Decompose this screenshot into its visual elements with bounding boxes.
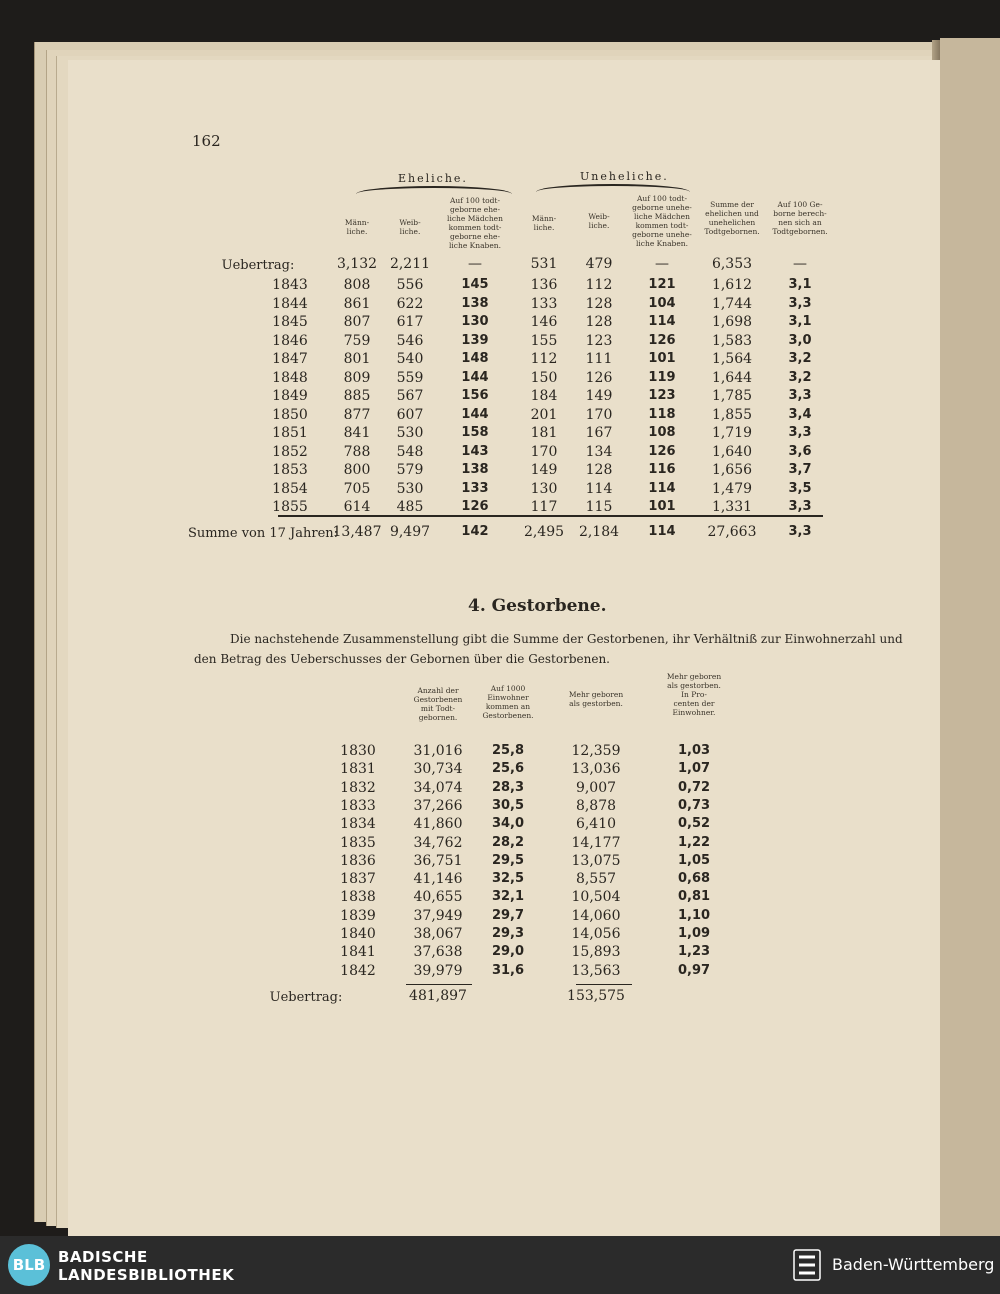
table1-cell: 111 — [585, 351, 613, 367]
table2-cell: 25,8 — [491, 743, 525, 758]
table2-cell: 14,060 — [571, 907, 621, 924]
table1-cell: 143 — [461, 443, 489, 459]
table2-cell: 0,97 — [677, 962, 711, 978]
table1-cell: 885 — [343, 388, 371, 404]
table1-cell: 1,583 — [711, 332, 753, 349]
table1-cell: 861 — [343, 295, 371, 312]
table1-cell: 808 — [343, 277, 371, 293]
table1-cell: 128 — [585, 295, 613, 312]
table1-cell: 809 — [343, 369, 371, 386]
table2-carry-label: Uebertrag: — [269, 990, 343, 1005]
table1-cell: 622 — [396, 295, 424, 312]
table2-carry-cell: 481,897 — [409, 988, 467, 1004]
table1-header-5: Auf 100 todt- geborne unehe- liche Mädchen kommen todt- geborne unehe- liche Knaben. — [632, 194, 692, 248]
table2-cell: 1,23 — [677, 944, 711, 960]
section-paragraph-line2: den Betrag des Ueberschusses der Gebornen über die Gestorbenen. — [194, 652, 610, 666]
table1-cell: 3,1 — [788, 314, 812, 329]
table2-cell: 31,016 — [413, 743, 463, 759]
table1-cell: 1847 — [272, 351, 308, 367]
group-brace-unehelich — [536, 184, 690, 192]
group-brace-ehelich — [356, 186, 512, 194]
table2-cell: 0,68 — [677, 871, 711, 887]
table2-cell: 13,563 — [571, 962, 621, 979]
carry-cell: 3,132 — [336, 256, 378, 272]
table2-header-1: Auf 1000 Einwohner kommen an Gestorbenen. — [482, 684, 534, 720]
sum-cell: 2,495 — [523, 524, 565, 540]
table1-cell: 118 — [648, 406, 676, 422]
table1-cell: 607 — [396, 406, 424, 423]
carry-cell: 6,353 — [711, 256, 753, 272]
table1-cell: 1845 — [272, 314, 308, 330]
table2-cell: 1,05 — [677, 852, 711, 868]
table1-cell: 108 — [648, 425, 676, 440]
carry-cell: — — [793, 256, 807, 272]
table2-cell: 34,074 — [413, 779, 463, 796]
table1-cell: 3,3 — [788, 388, 812, 403]
table1-cell: 1,855 — [711, 406, 753, 423]
sum-cell: 142 — [461, 524, 489, 539]
table1-cell: 158 — [461, 425, 489, 440]
table2-cell: 36,751 — [413, 852, 463, 869]
table2-cell: 37,638 — [413, 944, 463, 961]
table1-cell: 114 — [648, 314, 676, 329]
table2-cell: 14,056 — [571, 926, 621, 942]
table1-cell: 184 — [530, 388, 558, 404]
sum-cell: 114 — [648, 524, 676, 539]
table2-total-rule-2 — [576, 984, 632, 985]
table1-cell: 133 — [461, 480, 489, 496]
table2-header-2: Mehr geboren als gestorben. — [568, 690, 624, 708]
table1-cell: 1,564 — [711, 351, 753, 367]
table2-cell: 0,72 — [677, 779, 711, 795]
table1-cell: 1850 — [272, 406, 308, 423]
table2-cell: 13,036 — [571, 761, 621, 778]
table1-cell: 530 — [396, 480, 424, 497]
table1-cell: 126 — [648, 332, 676, 348]
table1-cell: 114 — [585, 480, 613, 497]
table1-cell: 3,4 — [788, 406, 812, 422]
table1-cell: 126 — [585, 369, 613, 386]
table1-header-3: Männ- liche. — [531, 214, 557, 232]
table1-cell: 115 — [585, 499, 613, 515]
sum-cell: 3,3 — [788, 524, 812, 539]
carry-cell: — — [468, 256, 482, 272]
blb-logo-icon[interactable]: BLB — [8, 1244, 50, 1286]
table2-cell: 0,52 — [677, 816, 711, 832]
table1-cell: 546 — [396, 332, 424, 349]
table1-cell: 1,479 — [711, 480, 753, 497]
table2-cell: 1,10 — [677, 907, 711, 923]
table1-cell: 112 — [530, 351, 558, 367]
table1-cell: 119 — [648, 369, 676, 385]
sum-cell: 13,487 — [332, 524, 382, 540]
table2-cell: 37,266 — [413, 797, 463, 814]
table2-cell: 1,03 — [677, 743, 711, 758]
table2-cell: 34,762 — [413, 834, 463, 851]
table1-cell: 145 — [461, 277, 489, 292]
table1-cell: 1851 — [272, 425, 308, 441]
table2-carry-cell: 153,575 — [567, 988, 625, 1004]
table1-header-0: Männ- liche. — [344, 218, 370, 236]
table1-cell: 485 — [396, 499, 424, 515]
sum-cell: 27,663 — [707, 524, 757, 540]
sum-cell: 9,497 — [389, 524, 431, 540]
table2-cell: 1841 — [340, 944, 376, 961]
table1-cell: 3,0 — [788, 332, 812, 348]
table1-cell: 149 — [530, 462, 558, 478]
table1-cell: 133 — [530, 295, 558, 312]
table2-cell: 1840 — [340, 926, 376, 942]
table1-cell: 1,644 — [711, 369, 753, 386]
book-page — [68, 60, 940, 1236]
footer-bar — [0, 1236, 1000, 1294]
table1-cell: 807 — [343, 314, 371, 330]
table1-cell: 705 — [343, 480, 371, 497]
table1-cell: 181 — [530, 425, 558, 441]
table2-cell: 1,09 — [677, 926, 711, 941]
table1-cell: 530 — [396, 425, 424, 441]
table1-cell: 128 — [585, 462, 613, 478]
sum-cell: 2,184 — [578, 524, 620, 540]
section-title: 4. Gestorbene. — [468, 596, 607, 616]
table1-cell: 1,331 — [711, 499, 753, 515]
table1-cell: 788 — [343, 443, 371, 460]
table1-cell: 1,719 — [711, 425, 753, 441]
table2-cell: 37,949 — [413, 907, 463, 924]
table2-header-0: Anzahl der Gestorbenen mit Todt- gebornen. — [413, 686, 463, 722]
table1-cell: 134 — [585, 443, 613, 460]
table1-cell: 144 — [461, 406, 489, 422]
table1-cell: 567 — [396, 388, 424, 404]
table2-cell: 6,410 — [575, 816, 617, 833]
table1-cell: 150 — [530, 369, 558, 386]
group-header-ehelich: Eheliche. — [398, 172, 468, 185]
table2-cell: 14,177 — [571, 834, 621, 851]
table2-cell: 34,0 — [491, 816, 525, 832]
table1-header-4: Weib- liche. — [588, 212, 610, 230]
table1-cell: 1844 — [272, 295, 308, 312]
table2-cell: 1838 — [340, 889, 376, 906]
carry-label: Uebertrag: — [221, 258, 295, 273]
table2-cell: 1832 — [340, 779, 376, 796]
table1-cell: 1853 — [272, 462, 308, 478]
table1-cell: 144 — [461, 369, 489, 385]
table1-cell: 116 — [648, 462, 676, 477]
table2-total-rule-1 — [406, 984, 472, 985]
table1-cell: 759 — [343, 332, 371, 349]
blb-wordmark[interactable] — [58, 1248, 234, 1284]
table1-header-6: Summe der ehelichen und unehelichen Todtgebornen. — [704, 200, 760, 236]
table1-cell: 126 — [648, 443, 676, 459]
table1-cell: 139 — [461, 332, 489, 348]
carry-cell: 479 — [585, 256, 613, 272]
table1-cell: 1843 — [272, 277, 308, 293]
table1-cell: 841 — [343, 425, 371, 441]
table1-cell: 877 — [343, 406, 371, 423]
carry-cell: 2,211 — [389, 256, 431, 272]
table1-cell: 3,1 — [788, 277, 812, 292]
table1-cell: 112 — [585, 277, 613, 293]
table1-cell: 170 — [530, 443, 558, 460]
table2-cell: 1839 — [340, 907, 376, 924]
table1-cell: 167 — [585, 425, 613, 441]
table2-cell: 12,359 — [571, 743, 621, 759]
table1-cell: 3,5 — [788, 480, 812, 496]
table2-cell: 9,007 — [575, 779, 617, 796]
table1-cell: 801 — [343, 351, 371, 367]
table1-cell: 148 — [461, 351, 489, 366]
table1-cell: 128 — [585, 314, 613, 330]
coat-of-arms-icon[interactable] — [792, 1248, 822, 1282]
table1-cell: 556 — [396, 277, 424, 293]
table2-cell: 32,5 — [491, 871, 525, 887]
table1-cell: 617 — [396, 314, 424, 330]
table1-cell: 3,7 — [788, 462, 812, 477]
section-paragraph-line1: Die nachstehende Zusammenstellung gibt die Summe der Gestorbenen, ihr Verhältniß zur Einwohnerzahl und — [230, 632, 903, 646]
table1-cell: 130 — [461, 314, 489, 329]
table2-cell: 39,979 — [413, 962, 463, 979]
table2-cell: 13,075 — [571, 852, 621, 869]
table2-cell: 1831 — [340, 761, 376, 778]
table1-cell: 3,6 — [788, 443, 812, 459]
table1-cell: 3,3 — [788, 295, 812, 311]
table1-cell: 121 — [648, 277, 676, 292]
table1-cell: 138 — [461, 295, 489, 311]
table2-cell: 29,7 — [491, 907, 525, 923]
table2-cell: 29,5 — [491, 852, 525, 868]
table1-cell: 3,2 — [788, 369, 812, 385]
sum-label: Summe von 17 Jahren: — [187, 526, 339, 541]
table1-cell: 123 — [648, 388, 676, 403]
table2-cell: 28,2 — [491, 834, 525, 850]
table1-cell: 540 — [396, 351, 424, 367]
table2-header-3: Mehr geboren als gestorben. In Pro- centen der Einwohner. — [666, 672, 722, 717]
table2-cell: 1835 — [340, 834, 376, 851]
table1-cell: 1,698 — [711, 314, 753, 330]
table2-cell: 1834 — [340, 816, 376, 833]
table1-cell: 614 — [343, 499, 371, 515]
table2-cell: 0,81 — [677, 889, 711, 905]
table2-cell: 25,6 — [491, 761, 525, 777]
table2-cell: 10,504 — [571, 889, 621, 906]
table2-cell: 32,1 — [491, 889, 525, 905]
table2-cell: 41,860 — [413, 816, 463, 833]
table2-cell: 38,067 — [413, 926, 463, 942]
table2-cell: 1837 — [340, 871, 376, 888]
table1-cell: 130 — [530, 480, 558, 497]
table1-cell: 1,785 — [711, 388, 753, 404]
table2-cell: 8,557 — [575, 871, 617, 888]
table1-cell: 1,744 — [711, 295, 753, 312]
table1-cell: 1849 — [272, 388, 308, 404]
table1-cell: 559 — [396, 369, 424, 386]
table1-cell: 1855 — [272, 499, 308, 515]
table2-cell: 1,07 — [677, 761, 711, 777]
table1-header-2: Auf 100 todt- geborne ehe- liche Mädchen kommen todt- geborne ehe- liche Knaben. — [447, 196, 503, 250]
table1-cell: 156 — [461, 388, 489, 403]
table1-cell: 104 — [648, 295, 676, 311]
table1-cell: 117 — [530, 499, 558, 515]
carry-cell: 531 — [530, 256, 558, 272]
table2-cell: 1842 — [340, 962, 376, 979]
table1-cell: 123 — [585, 332, 613, 349]
table1-cell: 146 — [530, 314, 558, 330]
table1-cell: 1848 — [272, 369, 308, 386]
table1-cell: 170 — [585, 406, 613, 423]
table1-cell: 201 — [530, 406, 558, 423]
table2-cell: 41,146 — [413, 871, 463, 888]
carry-cell: — — [655, 256, 669, 272]
table1-cell: 114 — [648, 480, 676, 496]
facing-page-edge — [940, 38, 1000, 1238]
table1-header-1: Weib- liche. — [399, 218, 421, 236]
group-header-unehelich: Uneheliche. — [580, 170, 669, 183]
blb-wordmark-line2: LANDESBIBLIOTHEK — [58, 1266, 235, 1284]
table2-cell: 15,893 — [571, 944, 621, 961]
table1-cell: 1846 — [272, 332, 308, 349]
table2-cell: 1830 — [340, 743, 376, 759]
table1-cell: 155 — [530, 332, 558, 349]
bw-wordmark[interactable]: Baden-Württemberg — [832, 1255, 995, 1274]
table2-cell: 29,0 — [491, 944, 525, 960]
table2-cell: 31,6 — [491, 962, 525, 978]
table1-cell: 101 — [648, 351, 676, 366]
table1-cell: 1,640 — [711, 443, 753, 460]
blb-wordmark-line1: BADISCHE — [58, 1248, 148, 1266]
table2-cell: 28,3 — [491, 779, 525, 795]
table1-cell: 136 — [530, 277, 558, 293]
table1-cell: 126 — [461, 499, 489, 514]
table2-cell: 0,73 — [677, 797, 711, 813]
table1-cell: 548 — [396, 443, 424, 460]
table1-header-7: Auf 100 Ge- borne berech- nen sich an Todtgebornen. — [772, 200, 828, 236]
table1-cell: 138 — [461, 462, 489, 477]
table2-cell: 30,734 — [413, 761, 463, 778]
table1-cell: 1,656 — [711, 462, 753, 478]
table1-cell: 101 — [648, 499, 676, 514]
table2-cell: 30,5 — [491, 797, 525, 813]
table1-cell: 3,3 — [788, 499, 812, 514]
table1-cell: 579 — [396, 462, 424, 478]
table1-cell: 1852 — [272, 443, 308, 460]
table2-cell: 1,22 — [677, 834, 711, 850]
table1-sum-rule — [278, 515, 823, 517]
table1-cell: 1,612 — [711, 277, 753, 293]
table2-cell: 40,655 — [413, 889, 463, 906]
table2-cell: 8,878 — [575, 797, 617, 814]
table1-cell: 800 — [343, 462, 371, 478]
table1-cell: 3,2 — [788, 351, 812, 366]
table2-cell: 1833 — [340, 797, 376, 814]
table1-cell: 149 — [585, 388, 613, 404]
table2-cell: 1836 — [340, 852, 376, 869]
page-number: 162 — [192, 132, 221, 150]
table1-cell: 1854 — [272, 480, 308, 497]
table2-cell: 29,3 — [491, 926, 525, 941]
table1-cell: 3,3 — [788, 425, 812, 440]
